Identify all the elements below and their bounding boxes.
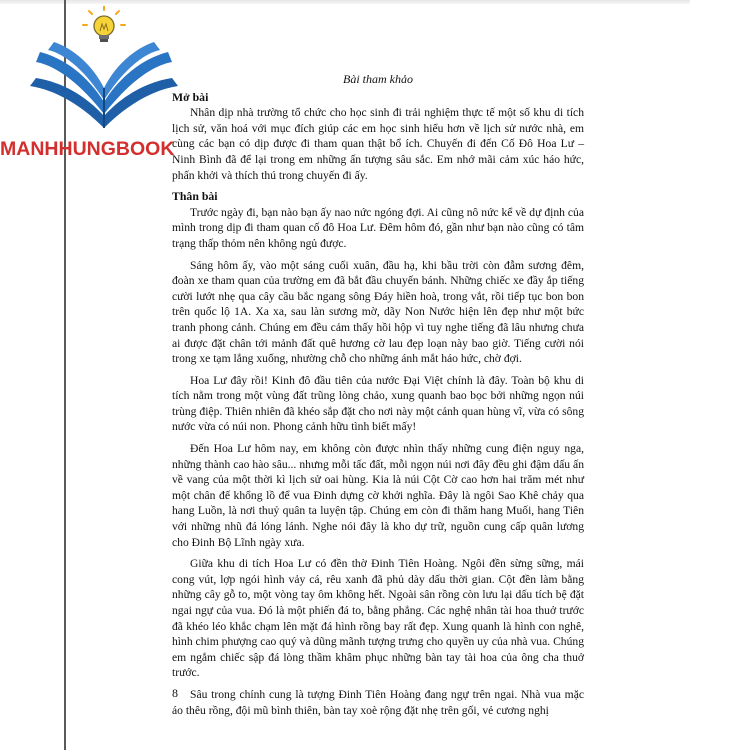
paragraph: Nhân dịp nhà trường tổ chức cho học sinh đi trải nghiệm thực tế một số khu di tích lịch sử, văn hoá với mục đích giúp các em học sinh hiểu hơn về lịch sử nước nhà, em cùng các bạn có dịp được đi tham quan thật bổ ích. Chuyến đi đến Cố Đô Hoa Lư – Ninh Bình đã để lại trong em những ấn tượng sâu sắc. Em nhớ mãi cảm xúc háo hức, phấn khởi và thích thú trong chuyến đi ấy. <box>172 106 584 182</box>
page-number: 8 <box>172 686 178 700</box>
paragraph: Hoa Lư đây rồi! Kinh đô đầu tiên của nước Đại Việt chính là đây. Toàn bộ khu di tích nằm trong một vùng đất trũng lòng chảo, xung quanh bao bọc bởi những ngọn núi trùng điệp. Thiên nhiên đã khéo sắp đặt cho nơi này một cảnh quan hùng vĩ, vừa có sông nước vừa có núi non. Phong cảnh hữu tình biết mấy! <box>172 373 584 434</box>
document-page <box>172 72 584 724</box>
open-book-icon <box>30 42 178 128</box>
paragraph: Sáng hôm ấy, vào một sáng cuối xuân, đầu hạ, khi bầu trời còn đẫm sương đêm, đoàn xe tham quan của trường em đã bắt đầu chuyến bánh. Những chiếc xe đầy ắp tiếng cười lướt nhẹ qua cây cầu bắc ngang sông Đáy hiền hoà, trong vắt, rồi tiếp tục bon bon trên quốc lộ 1A. Xa xa, sau làn sương mờ, dãy Non Nước hiện lên đẹp như một bức tranh phong cảnh. Chúng em đều cảm thấy hồi hộp vì tuy nghe tiếng đã lâu nhưng chưa ai được đặt chân tới mảnh đất quê hương cờ lau đẹp loạn này bao giờ. Tiếng cười nói trong xe tạm lắng xuống, nhường chỗ cho những ánh mắt háo hức, chờ đợi. <box>172 258 584 366</box>
section-heading-mo-bai: Mở bài <box>172 89 209 104</box>
section-heading-than-bai: Thân bài <box>172 189 218 204</box>
paragraph: Giữa khu di tích Hoa Lư có đền thờ Đinh Tiên Hoàng. Ngôi đền sừng sững, mái cong vút, lợp ngói hình vảy cá, rêu xanh đã phủ dày dấu thời gian. Cột đền làm bằng những cây gỗ to, một vòng tay ôm không hết. Ngoài sân rồng còn lưu lại dấu tích bệ đặt ngai ngự của vua. Đó là một phiến đá to, bằng phẳng. Các nghệ nhân tài hoa thuở trước đã khéo léo khắc chạm lên mặt đá hình rồng bay rất đẹp. Xung quanh là hình con nghê, hình chim phượng cao quý và dũng mãnh tượng trưng cho quyền uy của nhà vua. Chúng em ngắm chiếc sập đá lòng thầm khâm phục những bàn tay tài hoa của ông cha thuở trước. <box>172 557 584 680</box>
paragraph: Sâu trong chính cung là tượng Đinh Tiên Hoàng đang ngự trên ngai. Nhà vua mặc áo thêu rồng, đội mũ bình thiên, bàn tay xoè rộng đặt nhẹ trên gối, vẻ cương nghị <box>172 687 584 717</box>
watermark-brand-text: MANHHUNGBOOK <box>0 138 175 160</box>
paragraph: Trước ngày đi, bạn nào bạn ấy nao nức ngóng đợi. Ai cũng nô nức kể về dự định của mình trong dịp đi tham quan cố đô Hoa Lư. Đêm hôm đó, gần như bạn nào cũng có tâm trạng thấp thỏm nên không ngủ được. <box>172 205 584 250</box>
lightbulb-icon <box>83 6 125 42</box>
document-caption: Bài tham khảo <box>343 72 413 86</box>
top-page-shadow <box>0 0 690 4</box>
paragraph: Đến Hoa Lư hôm nay, em không còn được nhìn thấy những cung điện nguy nga, những thành cao hào sâu... nhưng mỗi tấc đất, mỗi ngọn núi nơi đây đều ghi đậm dấu ấn về vang của một thời kì lịch sử oai hùng. Kia là núi Cột Cờ cao hơn hai trăm mét như một chân đế khổng lồ để vua Đinh dựng cờ khởi nghĩa. Đây là ngôi Sao Khê chảy qua hang Luồn, là nơi thuỷ quân ta luyện tập. Chúng em còn đi thăm hang Muối, hang Tiên với những nhũ đá lóng lánh. Nghe nói đây là kho dự trữ, nguồn cung cấp quân lương cho Đinh Bộ Lĩnh ngày xưa. <box>172 442 584 549</box>
